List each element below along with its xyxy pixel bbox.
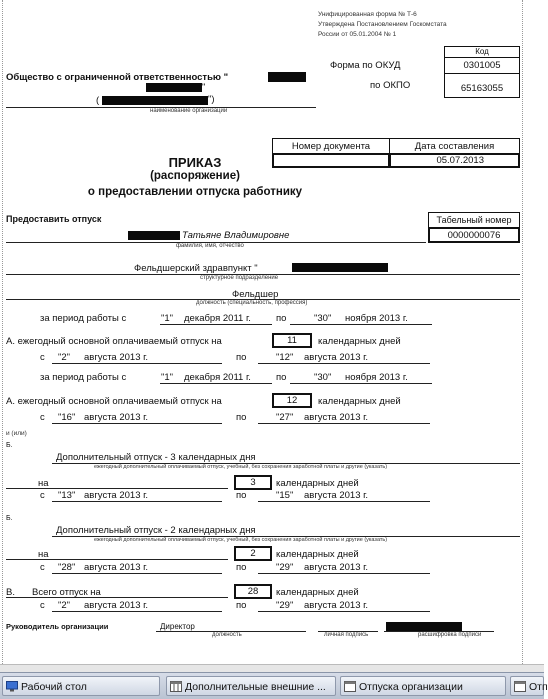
annual-leave-label: А. ежегодный основной оплачиваемый отпуск на: [6, 336, 222, 347]
redacted-block: [268, 72, 306, 82]
additional-leave-days-2: 2: [234, 546, 272, 561]
from-label: с: [40, 600, 45, 611]
to-day: "15": [276, 490, 294, 501]
from-day: "2": [58, 352, 71, 363]
paren-close: "): [208, 94, 215, 105]
days-label: календарных дней: [276, 478, 359, 489]
from-day: "16": [58, 412, 76, 423]
okud-label: Форма по ОКУД: [330, 60, 401, 71]
from-month: августа 2013 г.: [84, 600, 149, 611]
from-label: с: [40, 412, 45, 423]
from-label: с: [40, 352, 45, 363]
employee-name: Татьяне Владимировне: [182, 230, 290, 241]
to-month: августа 2013 г.: [304, 352, 369, 363]
period-from-day: "1": [161, 313, 174, 324]
to-month: августа 2013 г.: [304, 600, 369, 611]
taskbar-item-label: Рабочий стол: [21, 681, 87, 693]
order-title: ПРИКАЗ: [168, 155, 222, 170]
period-to-label: по: [276, 372, 287, 383]
period-from-month: декабря 2011 г.: [184, 313, 251, 324]
redacted-block: [386, 622, 462, 631]
period-label: за период работы с: [40, 313, 127, 324]
organization-caption: наименование организации: [150, 108, 228, 114]
taskbar-item-external[interactable]: [166, 676, 336, 696]
head-position: Директор: [160, 622, 195, 631]
redacted-block: [128, 231, 180, 240]
days-label: календарных дней: [276, 587, 359, 598]
okud-value: 0301005: [444, 57, 520, 74]
taskbar-item-vacation-doc[interactable]: [510, 676, 548, 696]
period-from-month: декабря 2011 г.: [184, 372, 251, 383]
on-label: на: [38, 478, 49, 489]
taskbar: [0, 672, 548, 699]
doc-number-header: Номер документа: [272, 138, 390, 154]
leave-type-caption: ежегодный дополнительный оплачиваемый отпуск, учебный, без сохранения заработной платы и другие (указать): [94, 537, 388, 543]
total-leave-days: 28: [234, 584, 272, 599]
total-leave-label: Всего отпуск на: [32, 587, 101, 598]
doc-date-value: 05.07.2013: [389, 153, 520, 168]
from-day: "13": [58, 490, 76, 501]
annual-leave-label: А. ежегодный основной оплачиваемый отпуск на: [6, 396, 222, 407]
from-day: "2": [58, 600, 71, 611]
days-label: календарных дней: [318, 396, 401, 407]
form-title-line: Унифицированная форма № Т-6: [318, 11, 417, 18]
to-label: по: [236, 352, 247, 363]
period-from-day: "1": [161, 372, 174, 383]
decode-caption: расшифровка подписи: [418, 632, 482, 638]
desktop-icon: [6, 681, 18, 692]
section-letter: Б.: [6, 442, 13, 449]
from-month: августа 2013 г.: [84, 490, 149, 501]
to-label: по: [236, 600, 247, 611]
additional-leave-type: Дополнительный отпуск - 3 календарных дня: [56, 452, 256, 463]
position-caption: должность (специальность, профессия): [196, 300, 308, 306]
to-label: по: [236, 412, 247, 423]
from-month: августа 2013 г.: [84, 562, 149, 573]
taskbar-item-vacations[interactable]: [340, 676, 506, 696]
redacted-block: [146, 83, 202, 92]
period-label: за период работы с: [40, 372, 127, 383]
leave-type-caption: ежегодный дополнительный оплачиваемый отпуск, учебный, без сохранения заработной платы и другие (указать): [94, 464, 388, 470]
grant-leave-label: Предоставить отпуск: [6, 214, 102, 224]
sign-caption: личная подпись: [324, 632, 369, 638]
okpo-label: по ОКПО: [370, 80, 411, 91]
order-subtitle: (распоряжение): [150, 170, 240, 182]
position-caption: должность: [212, 632, 242, 638]
order-purpose: о предоставлении отпуска работнику: [87, 186, 303, 198]
days-label: календарных дней: [276, 549, 359, 560]
from-label: с: [40, 562, 45, 573]
window-icon: [514, 681, 526, 692]
additional-leave-days-1: 3: [234, 475, 272, 490]
to-day: "12": [276, 352, 294, 363]
quote-mark: ": [202, 82, 206, 93]
window-icon: [170, 681, 182, 692]
window-icon: [344, 681, 356, 692]
position: Фельдшер: [232, 289, 279, 300]
section-letter: В.: [6, 587, 15, 598]
additional-leave-type: Дополнительный отпуск - 2 календарных дня: [56, 525, 256, 536]
to-month: августа 2013 г.: [304, 412, 369, 423]
head-label: Руководитель организации: [6, 622, 109, 631]
tab-number-header: Табельный номер: [428, 212, 520, 228]
to-day: "29": [276, 600, 294, 611]
tab-number-value: 0000000076: [428, 227, 520, 243]
on-label: на: [38, 549, 49, 560]
name-caption: фамилия, имя, отчество: [176, 243, 244, 249]
organization-name: Общество с ограниченной ответственностью ": [6, 72, 229, 83]
taskbar-item-desktop[interactable]: [2, 676, 160, 696]
taskbar-item-label: Дополнительные внешние ...: [185, 681, 326, 693]
okpo-value: 65163055: [444, 73, 520, 98]
from-month: августа 2013 г.: [84, 352, 149, 363]
annual-leave-days-1: 11: [272, 333, 312, 348]
form-date-line: России от 05.01.2004 № 1: [318, 31, 397, 38]
to-day: "27": [276, 412, 294, 423]
form-approval-line: Утверждена Постановлением Госкомстата: [318, 21, 447, 28]
redacted-block: [102, 96, 208, 105]
to-label: по: [236, 490, 247, 501]
annual-leave-days-2: 12: [272, 393, 312, 408]
to-month: августа 2013 г.: [304, 562, 369, 573]
period-to-day: "30": [314, 372, 332, 383]
section-letter: Б.: [6, 515, 13, 522]
paren-open: (: [96, 95, 100, 106]
taskbar-item-label: Отп: [529, 681, 548, 693]
period-to-month: ноября 2013 г.: [345, 313, 408, 324]
department: Фельдшерский здравпункт ": [134, 263, 258, 274]
days-label: календарных дней: [318, 336, 401, 347]
from-day: "28": [58, 562, 76, 573]
period-to-month: ноября 2013 г.: [345, 372, 408, 383]
and-or-label: и (или): [6, 430, 27, 437]
period-to-day: "30": [314, 313, 332, 324]
from-label: с: [40, 490, 45, 501]
taskbar-item-label: Отпуска организации: [359, 681, 463, 693]
code-header: Код: [444, 46, 520, 58]
to-label: по: [236, 562, 247, 573]
department-caption: структурное подразделение: [200, 275, 279, 281]
doc-date-header: Дата составления: [389, 138, 520, 154]
to-day: "29": [276, 562, 294, 573]
to-month: августа 2013 г.: [304, 490, 369, 501]
from-month: августа 2013 г.: [84, 412, 149, 423]
period-to-label: по: [276, 313, 287, 324]
redacted-block: [292, 263, 388, 272]
